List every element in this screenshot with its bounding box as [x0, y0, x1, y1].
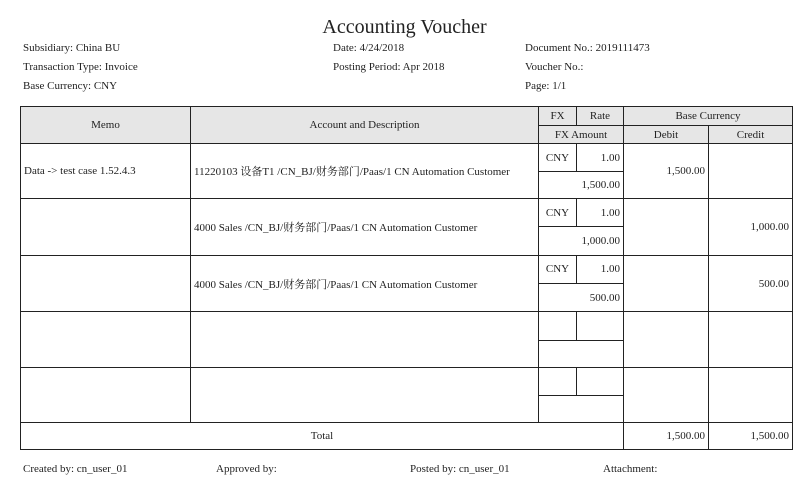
subsidiary-label: Subsidiary: China BU: [23, 42, 121, 54]
account-cell: 11220103 设备T1 /CN_BJ/财务部门/Paas/1 CN Automation Customer: [191, 144, 539, 199]
fx-amount-cell: 500.00: [539, 284, 624, 312]
attachment-label: Attachment:: [603, 463, 658, 475]
credit-cell: [709, 144, 793, 199]
fx-currency-cell: CNY: [539, 199, 577, 227]
voucher-title: Accounting Voucher: [322, 16, 487, 38]
debit-cell: [624, 312, 709, 368]
table-row: [21, 144, 793, 171]
fx-currency-cell: CNY: [539, 144, 577, 171]
credit-cell: [709, 368, 793, 423]
table-row: [21, 312, 793, 340]
memo-column-header: Memo: [21, 107, 191, 144]
total-row: [21, 422, 793, 449]
memo-cell: [21, 368, 191, 423]
fx-amount-column-header: FX Amount: [539, 126, 624, 144]
rate-cell: [577, 312, 624, 340]
posting-period-label: Posting Period: Apr 2018: [333, 61, 445, 73]
debit-column-header: Debit: [624, 126, 709, 144]
fx-amount-cell: 1,500.00: [539, 171, 624, 198]
total-credit: 1,500.00: [709, 422, 793, 449]
debit-cell: 1,500.00: [624, 144, 709, 199]
voucher-table: [20, 106, 793, 450]
rate-cell: 1.00: [577, 255, 624, 283]
fx-column-header: FX: [539, 107, 577, 126]
memo-cell: [21, 199, 191, 256]
fx-currency-cell: [539, 368, 577, 396]
page-number-label: Page: 1/1: [525, 80, 567, 92]
rate-cell: 1.00: [577, 199, 624, 227]
fx-amount-cell: [539, 340, 624, 367]
account-cell: 4000 Sales /CN_BJ/财务部门/Paas/1 CN Automation Customer: [191, 255, 539, 312]
table-row: [21, 368, 793, 396]
memo-cell: Data -> test case 1.52.4.3: [21, 144, 191, 199]
account-column-header: Account and Description: [191, 107, 539, 144]
fx-currency-cell: CNY: [539, 255, 577, 283]
rate-cell: [577, 368, 624, 396]
account-cell: [191, 312, 539, 368]
account-cell: 4000 Sales /CN_BJ/财务部门/Paas/1 CN Automation Customer: [191, 199, 539, 256]
credit-cell: [709, 312, 793, 368]
transaction-type-label: Transaction Type: Invoice: [23, 61, 138, 73]
date-label: Date: 4/24/2018: [333, 42, 405, 54]
rate-column-header: Rate: [577, 107, 624, 126]
memo-cell: [21, 312, 191, 368]
total-label: Total: [21, 422, 624, 449]
fx-amount-cell: 1,000.00: [539, 227, 624, 255]
memo-cell: [21, 255, 191, 312]
table-row: [21, 255, 793, 283]
posted-by-label: Posted by: cn_user_01: [410, 463, 510, 475]
account-cell: [191, 368, 539, 423]
credit-cell: 1,000.00: [709, 199, 793, 256]
credit-cell: 500.00: [709, 255, 793, 312]
voucher-no-label: Voucher No.:: [525, 61, 584, 73]
debit-cell: [624, 255, 709, 312]
table-row: [21, 199, 793, 227]
rate-cell: 1.00: [577, 144, 624, 171]
fx-currency-cell: [539, 312, 577, 340]
document-no-label: Document No.: 2019111473: [525, 42, 650, 54]
approved-by-label: Approved by:: [216, 463, 277, 475]
base-currency-label: Base Currency: CNY: [23, 80, 118, 92]
total-debit: 1,500.00: [624, 422, 709, 449]
created-by-label: Created by: cn_user_01: [23, 463, 128, 475]
credit-column-header: Credit: [709, 126, 793, 144]
base-currency-column-header: Base Currency: [624, 107, 793, 126]
fx-amount-cell: [539, 396, 624, 422]
debit-cell: [624, 368, 709, 423]
debit-cell: [624, 199, 709, 256]
